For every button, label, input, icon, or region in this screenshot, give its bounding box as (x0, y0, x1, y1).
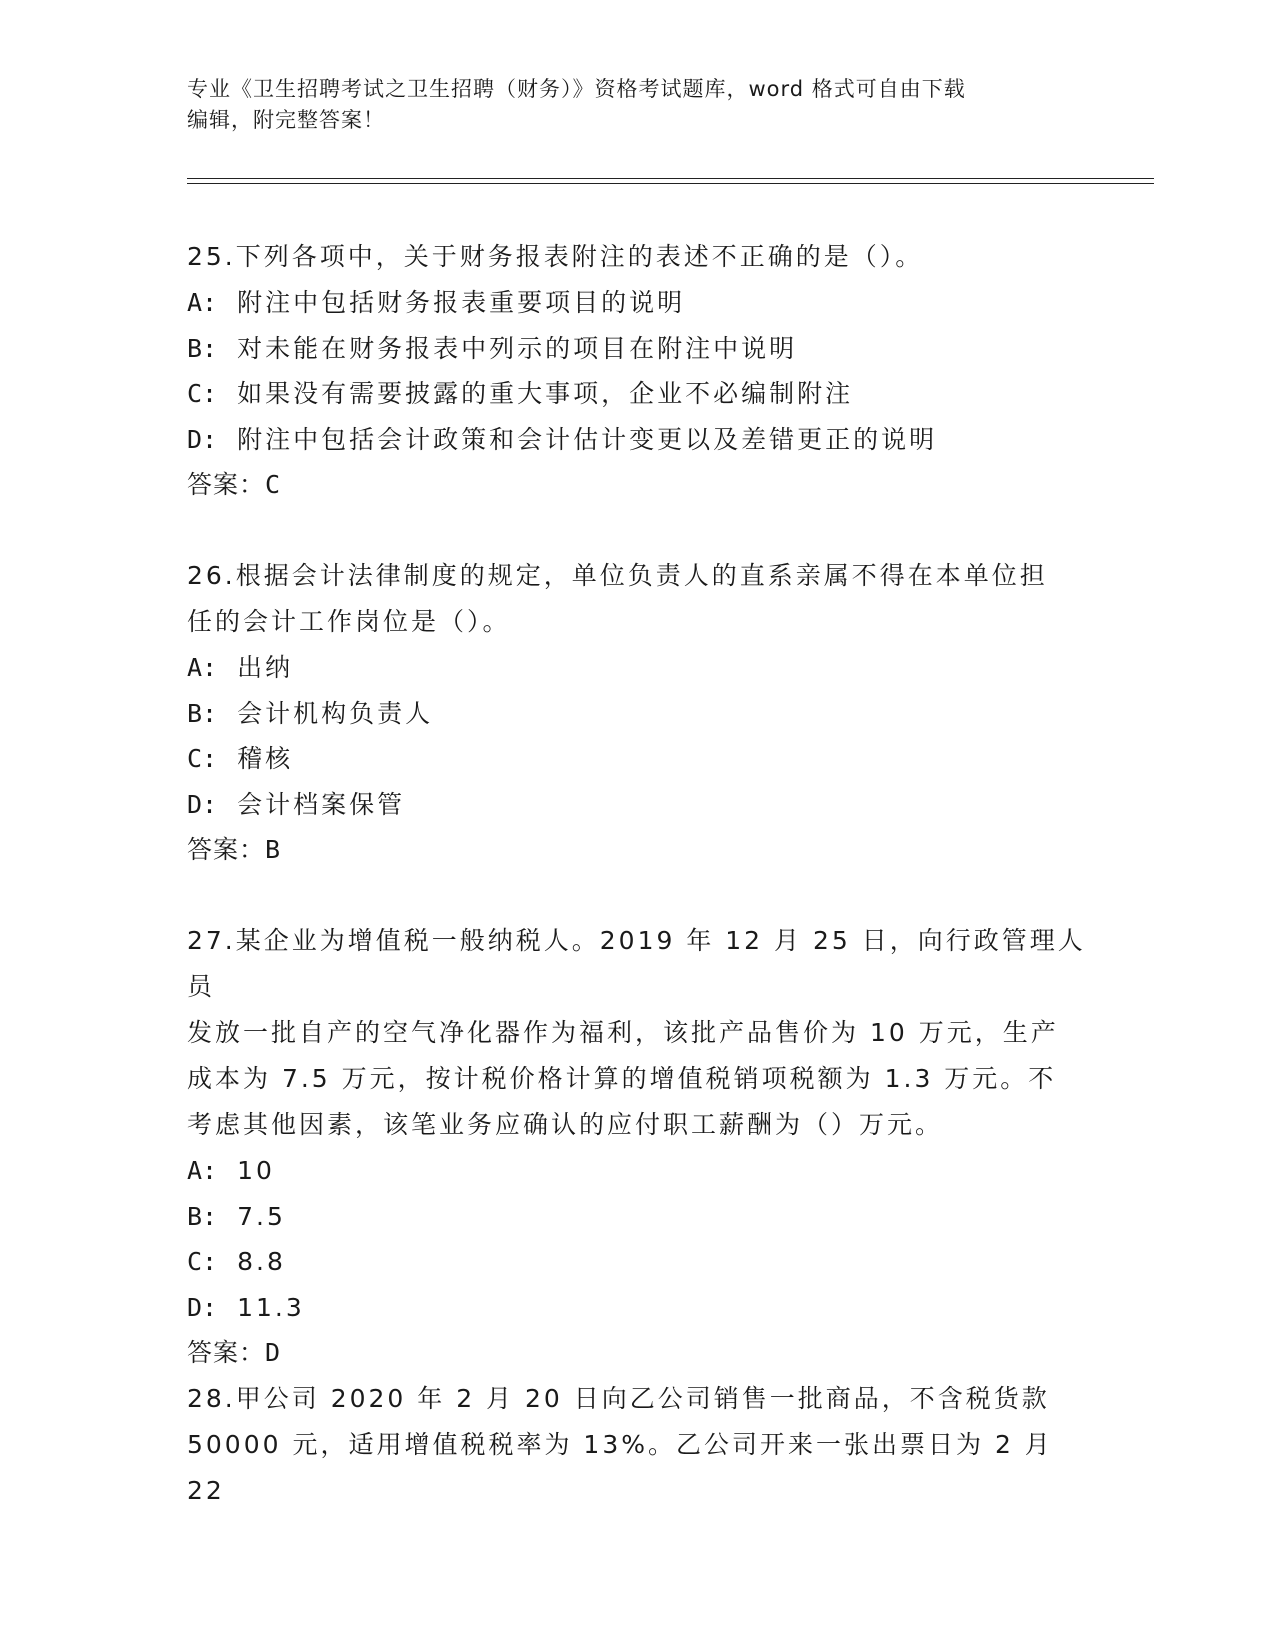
header-line-1: 专业《卫生招聘考试之卫生招聘（财务）》资格考试题库，word 格式可自由下载 (187, 77, 966, 101)
stem-line: 任的会计工作岗位是（）。 (187, 607, 511, 636)
stem-line: 发放一批自产的空气净化器作为福利，该批产品售价为 10 万元，生产 (187, 1018, 1059, 1047)
answer-label: 答案： (187, 470, 266, 499)
question-stem (187, 234, 1087, 280)
option-text: 出纳 (237, 653, 294, 682)
option-letter: A: (187, 288, 218, 317)
option-b (187, 1194, 1087, 1240)
option-b (187, 326, 1087, 372)
option-d (187, 1285, 1087, 1331)
answer-line (187, 827, 1087, 873)
option-c (187, 736, 1087, 782)
stem-line: 27.某企业为增值税一般纳税人。2019 年 12 月 25 日，向行政管理人员 (187, 926, 1086, 1001)
option-letter: C: (187, 1247, 218, 1276)
question-25 (187, 234, 1087, 508)
option-text: 11.3 (237, 1292, 305, 1322)
option-letter: D: (187, 424, 218, 454)
option-b (187, 691, 1087, 737)
answer-label: 答案： (187, 835, 266, 864)
answer-line (187, 1330, 1087, 1376)
stem-line: 28.甲公司 2020 年 2 月 20 日向乙公司销售一批商品，不含税货款 (187, 1384, 1050, 1413)
question-26 (187, 553, 1087, 873)
stem-line: 50000 元，适用增值税税率为 13%。乙公司开来一张出票日为 2 月 22 (187, 1430, 1053, 1505)
option-letter: B: (187, 698, 218, 728)
option-text: 8.8 (237, 1247, 286, 1276)
stem-line: 25.下列各项中，关于财务报表附注的表述不正确的是（）。 (187, 242, 924, 271)
question-28 (187, 1376, 1087, 1514)
stem-line: 成本为 7.5 万元，按计税价格计算的增值税销项税额为 1.3 万元。不 (187, 1064, 1057, 1093)
option-letter: A: (187, 653, 218, 682)
stem-line: 26.根据会计法律制度的规定，单位负责人的直系亲属不得在本单位担 (187, 561, 1048, 590)
option-d (187, 782, 1087, 828)
option-text: 附注中包括会计政策和会计估计变更以及差错更正的说明 (237, 424, 938, 454)
question-27 (187, 918, 1087, 1376)
option-a (187, 280, 1087, 326)
option-c (187, 1239, 1087, 1285)
question-stem (187, 553, 1087, 645)
option-letter: B: (187, 333, 218, 363)
option-text: 稽核 (237, 744, 294, 773)
question-stem (187, 1376, 1087, 1514)
header-divider-bottom (187, 183, 1154, 184)
option-text: 如果没有需要披露的重大事项，企业不必编制附注 (237, 379, 854, 408)
option-c (187, 371, 1087, 417)
question-stem (187, 918, 1087, 1148)
option-a (187, 645, 1087, 691)
option-letter: D: (187, 1292, 218, 1322)
option-letter: C: (187, 744, 218, 773)
answer-value: D (265, 1338, 282, 1367)
stem-line: 考虑其他因素，该笔业务应确认的应付职工薪酬为（）万元。 (187, 1110, 944, 1139)
answer-value: C (265, 470, 282, 499)
option-text: 会计档案保管 (237, 789, 406, 819)
option-d (187, 417, 1087, 463)
header-divider-top (187, 178, 1154, 179)
option-text: 10 (237, 1156, 275, 1185)
option-a (187, 1148, 1087, 1194)
option-letter: A: (187, 1156, 218, 1185)
answer-label: 答案： (187, 1338, 266, 1367)
option-letter: D: (187, 789, 218, 819)
option-letter: B: (187, 1201, 218, 1231)
answer-line (187, 462, 1087, 508)
option-letter: C: (187, 379, 218, 408)
header-line-2: 编辑，附完整答案！ (187, 108, 385, 132)
option-text: 会计机构负责人 (237, 698, 434, 728)
option-text: 对未能在财务报表中列示的项目在附注中说明 (237, 333, 798, 363)
answer-value: B (265, 835, 282, 864)
option-text: 7.5 (237, 1201, 286, 1231)
option-text: 附注中包括财务报表重要项目的说明 (237, 288, 686, 317)
document-header (187, 74, 1067, 136)
